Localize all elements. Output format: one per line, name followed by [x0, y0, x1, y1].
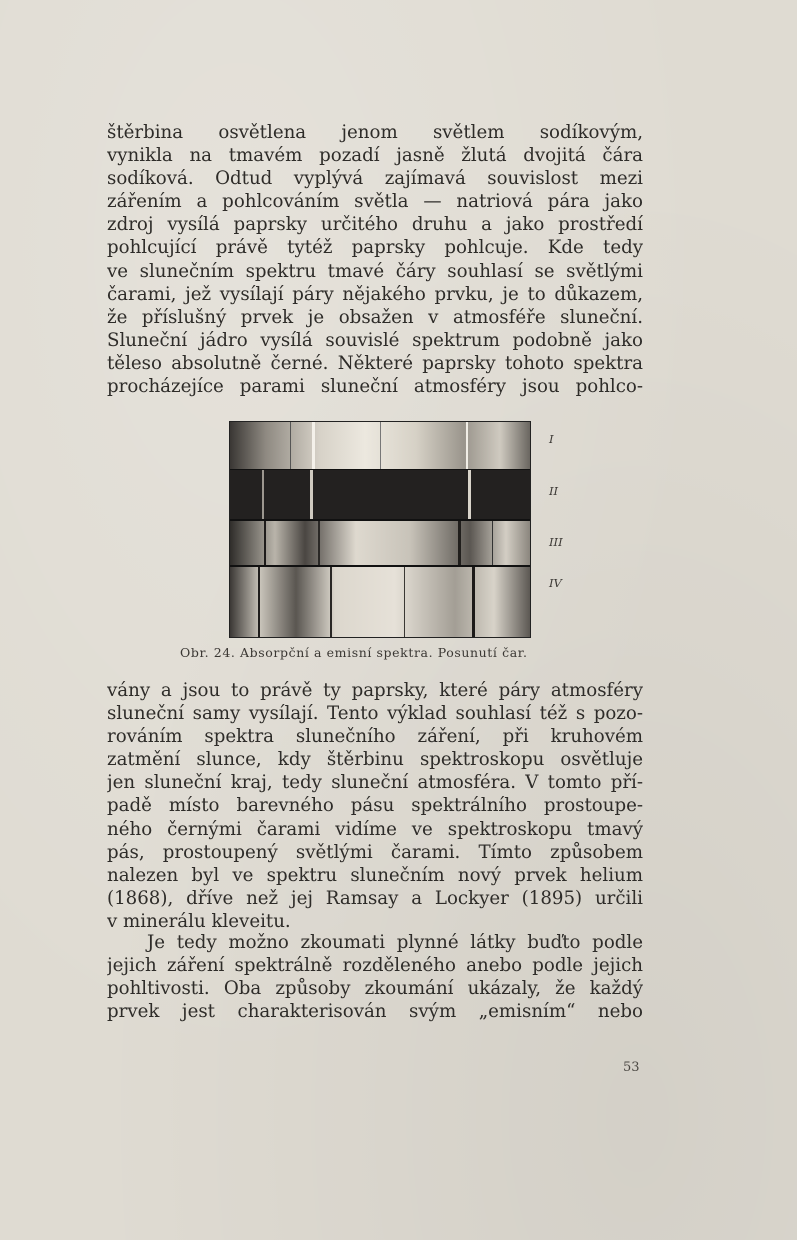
text-line: Sluneční jádro vysílá souvislé spektrum podobně jako	[107, 329, 643, 351]
text-line: padě místo barevného pásu spektrálního prostoupe-	[107, 795, 643, 817]
spectrum-label-1: I	[549, 432, 554, 446]
text-line: těleso absolutně černé. Některé paprsky tohoto spektra	[107, 352, 643, 374]
text-line: sluneční samy vysílají. Tento výklad souhlasí též s pozo-	[107, 703, 643, 725]
text-line: zatmění slunce, kdy štěrbinu spektroskopu osvětluje	[107, 749, 643, 771]
paragraph-1	[107, 121, 643, 398]
text-line: vány a jsou to právě ty paprsky, které páry atmosféry	[107, 680, 643, 701]
text-line: ve slunečním spektru tmavé čáry souhlasí se světlými	[107, 260, 643, 282]
text-line: Je tedy možno zkoumati plynné látky buďto podle	[147, 932, 643, 953]
spectra-image	[230, 422, 530, 637]
text-line: (1868), dříve než jej Ramsay a Lockyer (1895) určili	[107, 887, 643, 909]
spectra-figure	[229, 421, 531, 638]
text-line: nalezen byl ve spektru slunečním nový prvek helium	[107, 864, 643, 886]
text-line: zdroj vysílá paprsky určitého druhu a jako prostředí	[107, 214, 643, 236]
text-line: pohlcující právě tytéž paprsky pohlcuje. Kde tedy	[107, 237, 643, 259]
spectrum-label-2: II	[549, 484, 559, 498]
text-line: rováním spektra slunečního záření, při kruhovém	[107, 726, 643, 748]
text-line: v minerálu kleveitu.	[107, 910, 291, 932]
paragraph-2	[107, 679, 643, 933]
page-number: 53	[623, 1060, 640, 1075]
text-line: že příslušný prvek je obsažen v atmosféře sluneční.	[107, 306, 643, 328]
text-line: jen sluneční kraj, tedy sluneční atmosféra. V tomto pří-	[107, 772, 643, 794]
text-line: zářením a pohlcováním světla — natriová pára jako	[107, 191, 643, 213]
text-line: jejich záření spektrálně rozděleného anebo podle jejich	[107, 955, 643, 977]
spectrum-label-3: III	[549, 535, 563, 549]
text-line: prvek jest charakterisován svým „emisním“ nebo	[107, 1001, 643, 1023]
figure-caption: Obr. 24. Absorpční a emisní spektra. Posunutí čar.	[180, 645, 528, 660]
text-line: ného černými čarami vidíme ve spektroskopu tmavý	[107, 818, 643, 840]
text-line: čarami, jež vysílají páry nějakého prvku, je to důkazem,	[107, 283, 643, 305]
text-line: pás, prostoupený světlými čarami. Tímto způsobem	[107, 841, 643, 863]
text-line: sodíková. Odtud vyplývá zajímavá souvislost mezi	[107, 168, 643, 190]
paragraph-3	[107, 931, 643, 1023]
text-line: vynikla na tmavém pozadí jasně žlutá dvojitá čára	[107, 145, 643, 167]
text-line: procházejíce parami sluneční atmosféry jsou pohlco-	[107, 376, 643, 398]
spectrum-label-4: IV	[549, 576, 562, 590]
text-line: pohltivosti. Oba způsoby zkoumání ukázaly, že každý	[107, 978, 643, 1000]
text-line: štěrbina osvětlena jenom světlem sodíkovým,	[107, 122, 643, 143]
